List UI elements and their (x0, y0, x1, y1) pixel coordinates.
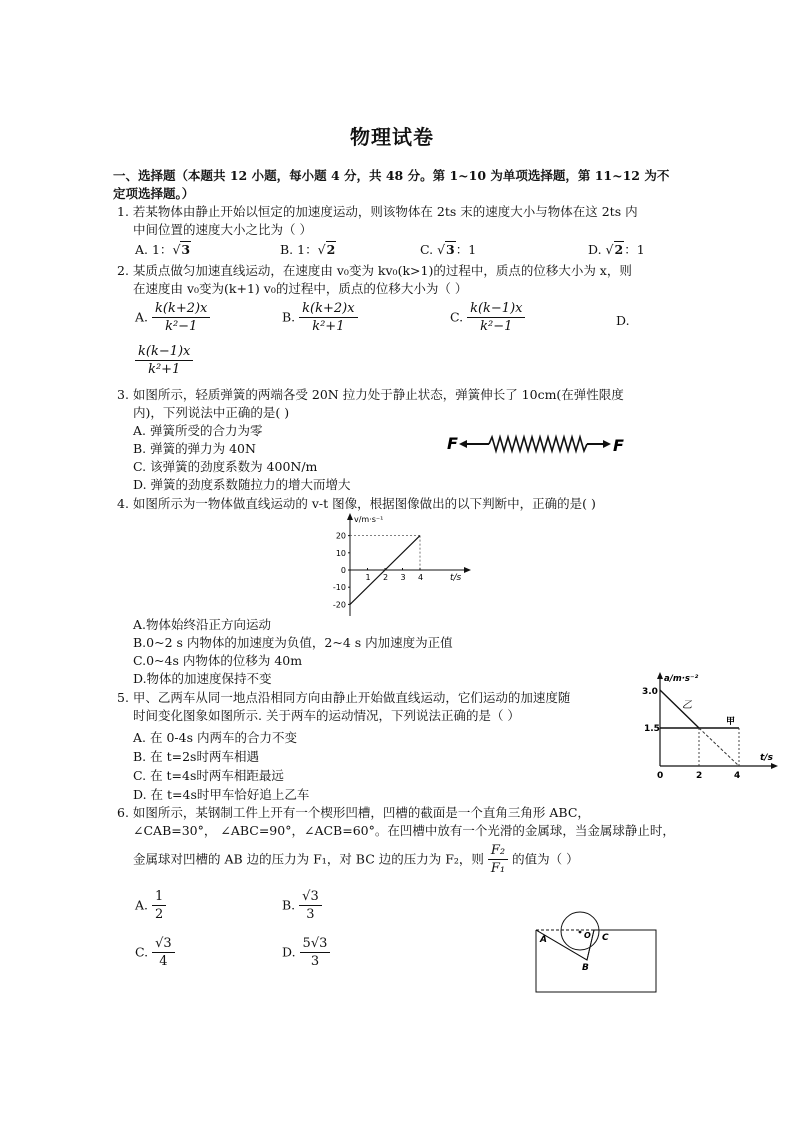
q4-option-d: D.物体的加速度保持不变 (133, 671, 272, 686)
q2-stem-line1: 2. 某质点做匀加速直线运动，在速度由 v₀变为 kv₀(k>1)的过程中，质点的位移大小为 x，则 (117, 263, 632, 278)
q4-option-a: A.物体始终沿正方向运动 (133, 617, 272, 632)
groove-label-c: C (602, 933, 609, 943)
at-xtick-2: 2 (696, 771, 703, 780)
vt-xlabel: t/s (450, 573, 462, 583)
q3-stem-line2: 内)，下列说法中正确的是( ) (133, 405, 290, 420)
q5-option-a: A. 在 0-4s 内两车的合力不变 (133, 730, 297, 745)
arrow-right-icon (603, 440, 611, 448)
q5-option-b: B. 在 t=2s时两车相遇 (133, 749, 259, 764)
y-axis-arrow-icon (347, 513, 353, 520)
q3-option-b: B. 弹簧的弹力为 40N (133, 441, 256, 456)
at-label-yi: 乙 (682, 700, 692, 711)
q3-stem-line1: 3. 如图所示，轻质弹簧的两端各受 20N 拉力处于静止状态，弹簧伸长了 10cm(在弹性限度 (117, 387, 624, 402)
vt-ytick-label: 20 (335, 531, 346, 541)
x-axis-arrow-icon (464, 567, 471, 573)
q5-stem-line2: 时间变化图象如图所示. 关于两车的运动情况，下列说法正确的是（ ） (133, 708, 520, 723)
at-xlabel: t/s (760, 753, 773, 763)
groove-label-a: A (540, 935, 547, 945)
q3-option-d: D. 弹簧的劲度系数随拉力的增大而增大 (133, 477, 351, 492)
q1-option-d: D. √2：1 (588, 242, 645, 257)
section-header-line1: 一、选择题（本题共 12 小题，每小题 4 分，共 48 分。第 1~10 为单项选择题，第 11~12 为不 (113, 168, 670, 183)
vt-xtick-label: 4 (418, 573, 424, 582)
q1-stem-line1: 1. 若某物体由静止开始以恒定的加速度运动，则该物体在 2ts 末的速度大小与物体在这 2ts 内 (117, 204, 638, 219)
q6-option-d: D. $\frac{5√3}{3}$ (282, 935, 330, 970)
vt-ytick-label: 10 (335, 548, 346, 558)
at-ytick-1-5: 1.5 (644, 724, 660, 734)
at-ytick-3: 3.0 (642, 687, 658, 697)
q2-stem-line2: 在速度由 v₀变为(k+1) v₀的过程中，质点的位移大小为（ ） (133, 281, 468, 296)
spring-force-left-label: F (447, 434, 458, 453)
vt-ytick-label: 0 (340, 566, 346, 575)
at-ylabel: a/m·s⁻² (664, 674, 699, 684)
vt-ylabel: v/m·s⁻¹ (354, 515, 384, 524)
vt-ytick-label: -20 (332, 600, 346, 610)
arrow-left-icon (459, 440, 467, 448)
q2-option-b: B. $\frac{k(k+2)x}{\text{k²+1}}$ (282, 300, 358, 335)
q5-option-c: C. 在 t=4s时两车相距最远 (133, 768, 284, 783)
vt-xtick-label: 2 (383, 573, 389, 582)
vt-ytick-label: -10 (332, 583, 346, 593)
page-title: 物理试卷 (350, 125, 434, 149)
at-series-yi (660, 690, 699, 728)
q1-stem-line2: 中间位置的速度大小之比为（ ） (133, 222, 312, 237)
at-chart (640, 668, 780, 780)
spring-coil (489, 437, 587, 451)
q1-option-c: C. √3：1 (420, 242, 477, 257)
q6-option-c: C. $\frac{√3}{4}$ (135, 935, 175, 970)
q6-option-a: A. $\frac{1}{2}$ (135, 888, 166, 923)
q2-option-d-label: D. (616, 313, 630, 328)
groove-figure (532, 908, 658, 994)
section-header-line2: 定项选择题。） (113, 186, 195, 201)
q6-stem-line1: 6. 如图所示，某钢制工件上开有一个楔形凹槽，凹槽的截面是一个直角三角形 ABC， (117, 805, 590, 820)
at-xtick-4: 4 (734, 771, 741, 780)
q2-option-d: $\frac{k(k-1)x}{\text{k²+1}}$ (135, 343, 193, 378)
q4-option-b: B.0~2 s 内物体的加速度为负值，2~4 s 内加速度为正值 (133, 635, 453, 650)
at-label-jia: 甲 (726, 717, 736, 727)
q6-option-b: B. $\frac{√3}{3}$ (282, 888, 322, 923)
vt-chart (322, 512, 472, 617)
q1-option-b: B. 1：√2 (280, 242, 336, 257)
y-axis-arrow-icon (657, 672, 663, 679)
vt-xtick-label: 1 (365, 573, 371, 582)
q4-stem-line1: 4. 如图所示为一物体做直线运动的 v-t 图像，根据图像做出的以下判断中，正确的是( ) (117, 496, 596, 511)
q1-option-a: A. 1：√3 (135, 242, 191, 257)
q6-stem-line2: ∠CAB=30°， ∠ABC=90°，∠ACB=60°。在凹槽中放有一个光滑的金属球，当金属球静止时， (133, 823, 675, 838)
q5-stem-line1: 5. 甲、乙两车从同一地点沿相同方向由静止开始做直线运动，它们运动的加速度随 (117, 690, 571, 705)
q4-option-c: C.0~4s 内物体的位移为 40m (133, 653, 303, 668)
q3-option-a: A. 弹簧所受的合力为零 (133, 423, 263, 438)
spring-force-right-label: F (613, 436, 624, 455)
x-axis-arrow-icon (771, 763, 778, 769)
q3-option-c: C. 该弹簧的劲度系数为 400N/m (133, 459, 318, 474)
q5-option-d: D. 在 t=4s时甲车恰好追上乙车 (133, 787, 310, 802)
q2-option-c: C. $\frac{k(k-1)x}{\text{k²−1}}$ (450, 300, 525, 335)
spring-figure (445, 428, 625, 458)
groove-label-o: O (584, 931, 591, 940)
vt-xtick-label: 3 (400, 573, 406, 582)
q2-option-a: A. $\frac{k(k+2)x}{\text{k²−1}}$ (135, 300, 210, 335)
q6-stem-line3: 金属球对凹槽的 AB 边的压力为 F₁，对 BC 边的压力为 F₂，则 $\frac{\text{F₂}}{\text{F₁}}$ 的值为（ ） (133, 843, 579, 876)
at-xtick-0: 0 (657, 771, 664, 780)
groove-label-b: B (582, 963, 589, 973)
